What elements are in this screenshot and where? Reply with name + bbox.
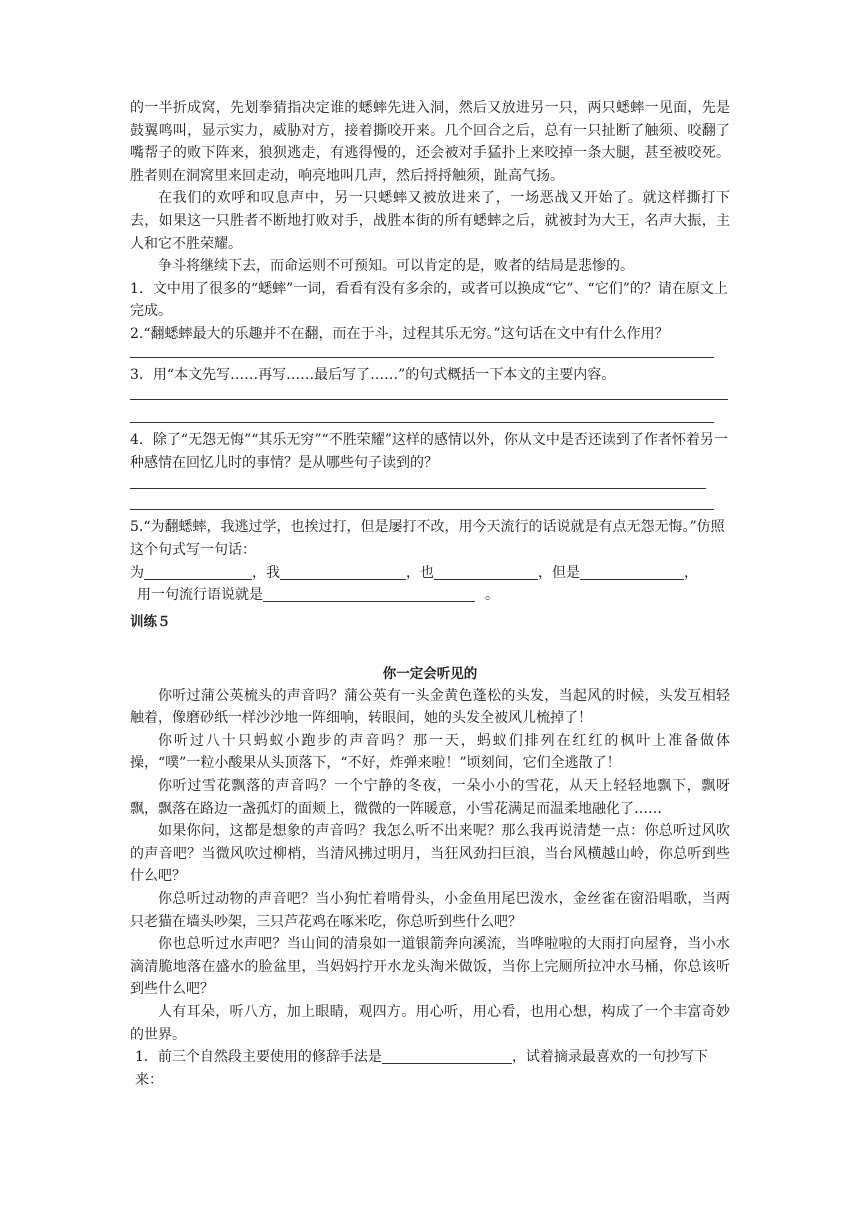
question-1: 1．文中用了很多的“蟋蟀”一词，看看有没有多余的，或者可以换成“它”、“它们”的？请在原文上完成。 (130, 280, 728, 320)
paragraph: 你听过雪花飘落的声音吗？一个宁静的冬夜，一朵小小的雪花，从天上轻轻地飘下，飘呀飘，飘落在路边一盏孤灯的面颊上，微微的一阵暖意，小雪花满足而温柔地融化了…… (130, 778, 730, 817)
fill-sentence-line (130, 562, 730, 585)
answer-line[interactable] (130, 357, 714, 358)
paragraph: 的一半折成窝，先划拳猜指决定谁的蟋蟀先进入洞，然后又放进另一只，两只蟋蟀一见面，先是鼓翼鸣叫，显示实力，威胁对方，接着撕咬开来。几个回合之后，总有一只扯断了触须、咬翻了嘴帮子的败下阵来，狼狈逃走，有逃得慢的，还会被对手猛扑上来咬掉一条大腿，甚至被咬死。胜者则在洞窝里来回走动，响亮地叫几声，然后捋捋触须，趾高气扬。 (130, 100, 730, 184)
document-page (130, 97, 730, 1091)
fill-text: 。 (485, 587, 499, 604)
fill-sentence-line (130, 584, 730, 607)
fill-text: 用一句流行语说就是 (137, 587, 263, 604)
fill-blank[interactable] (580, 565, 684, 580)
fill-text: ， (684, 564, 698, 581)
section-heading: 训练５ (130, 613, 171, 630)
answer-line[interactable] (130, 488, 706, 489)
fill-text: ，也 (406, 564, 434, 581)
paragraph: 人有耳朵，听八方，加上眼睛，观四方。用心听，用心看，也用心想，构成了一个丰富奇妙的世界。 (130, 1004, 730, 1043)
fill-text: 为 (130, 564, 144, 581)
question-3: 3．用“本文先写……再写……最后写了……”的句式概括一下本文的主要内容。 (130, 366, 616, 383)
article-title: 你一定会听见的 (382, 665, 478, 682)
paragraph: 你总听过动物的声音吧？当小狗忙着啃骨头，小金鱼用尾巴泼水，金丝雀在窗沿唱歌，当两只老猫在墙头吵架，三只芦花鸡在啄米吃，你总听到些什么吧？ (130, 891, 730, 930)
fill-blank[interactable] (280, 565, 406, 580)
question-text: 1．前三个自然段主要使用的修辞手法是 (135, 1049, 382, 1066)
answer-line[interactable] (130, 509, 714, 510)
paragraph: 如果你问，这都是想象的声音吗？我怎么听不出来呢？那么我再说清楚一点：你总听过风吹的声音吧？当微风吹过柳梢，当清风拂过明月，当狂风劲扫巨浪，当台风横越山岭，你总听到些什么吧？ (130, 823, 730, 885)
fill-text: ，但是 (538, 564, 580, 581)
answer-line[interactable] (130, 422, 714, 423)
question-text: ，试着摘录最喜欢的一句抄写下来： (135, 1049, 708, 1088)
question-4: 4．除了“无怨无悔”“其乐无穷”“不胜荣耀”这样的感情以外，你从文中是否还读到了作者怀着另一种感情在回忆儿时的事情？是从哪些句子读到的？ (130, 432, 728, 471)
fill-text: ，我 (252, 564, 280, 581)
question-5: 5.“为翻蟋蟀，我逃过学，也挨过打，但是屡打不改，用今天流行的话说就是有点无怨无悔。”仿照这个句式写一句话： (130, 519, 725, 558)
paragraph: 争斗将继续下去，而命运则不可预知。可以肯定的是，败者的结局是悲惨的。 (158, 258, 634, 275)
fill-blank[interactable] (382, 1049, 512, 1064)
question-1-part2 (130, 1046, 730, 1091)
question-2: 2.“翻蟋蟀最大的乐趣并不在翻，而在于斗，过程其乐无穷。”这句话在文中有什么作用？ (130, 325, 669, 342)
paragraph: 在我们的欢呼和叹息声中，另一只蟋蟀又被放进来了，一场恶战又开始了。就这样撕打下去，如果这一只胜者不断地打败对手，战胜本街的所有蟋蟀之后，就被封为大王，名声大振，主人和它不胜荣耀。 (130, 190, 730, 252)
paragraph: 你也总听过水声吧？当山间的清泉如一道银箭奔向溪流，当哗啦啦的大雨打向屋脊，当小水滴清脆地落在盛水的脸盆里，当妈妈拧开水龙头淘米做饭，当你上完厕所拉冲水马桶，你总该听到些什么吧？ (130, 936, 730, 998)
answer-line[interactable] (130, 399, 728, 400)
paragraph: 你听过蒲公英梳头的声音吗？蒲公英有一头金黄色蓬松的头发，当起风的时候，头发互相轻触着，像磨砂纸一样沙沙地一阵细响，转眼间，她的头发全被风儿梳掉了！ (130, 687, 730, 727)
paragraph: 你听过八十只蚂蚁小跑步的声音吗？那一天，蚂蚁们排列在红红的枫叶上准备做体操，“噗”一粒小酸果从头顶落下，“不好，炸弹来啦！”顷刻间，它们全逃散了！ (130, 732, 730, 772)
fill-blank[interactable] (434, 565, 538, 580)
fill-blank[interactable] (144, 565, 252, 580)
fill-blank[interactable] (263, 587, 475, 602)
